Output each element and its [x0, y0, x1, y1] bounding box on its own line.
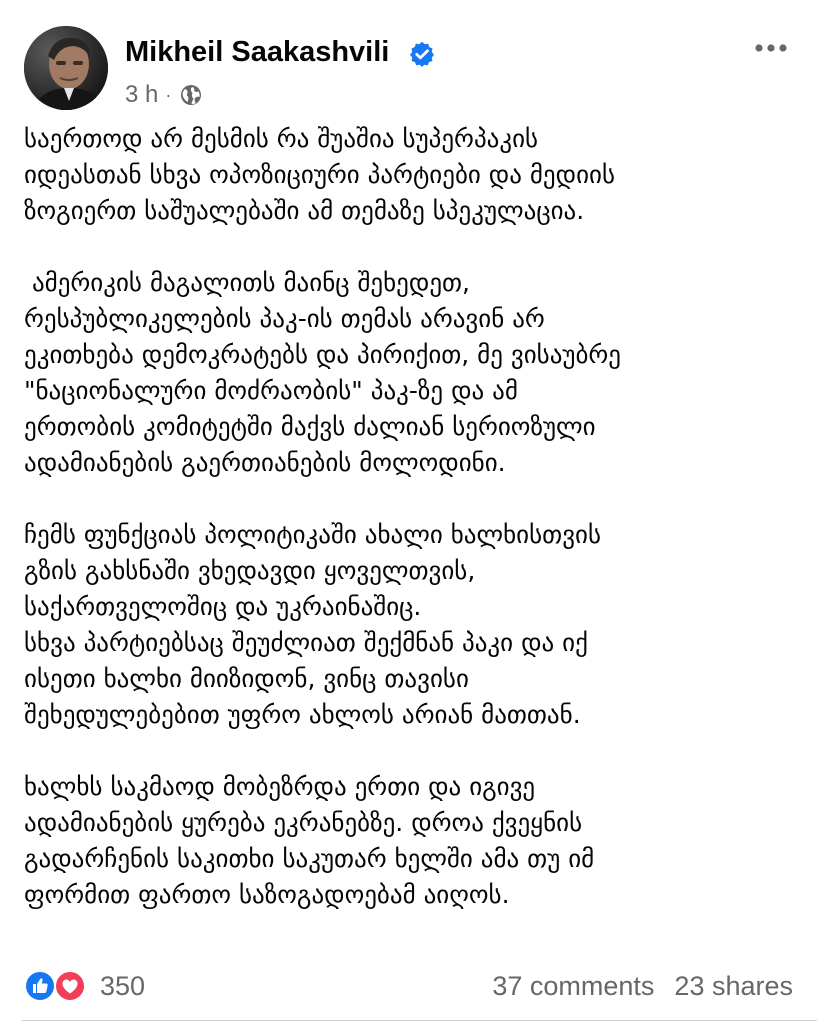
text-line: ეკითხება დემოკრატებს და პირიქით, მე ვისაუბრე — [24, 340, 621, 369]
text-line: ისეთი ხალხი მიიზიდონ, ვინც თავისი — [24, 664, 469, 693]
text-line: "ნაციონალური მოძრაობის" პაკ-ზე და ამ — [24, 376, 518, 405]
love-icon — [54, 970, 86, 1002]
text-line: ჩემს ფუნქციას პოლიტიკაში ახალი ხალხისთვის — [24, 520, 602, 549]
text-line: გზის გახსნაში ვხედავდი ყოველთვის, — [24, 556, 476, 585]
text-line: საქართველოშიც და უკრაინაშიც. — [24, 592, 422, 621]
globe-icon[interactable] — [179, 83, 203, 107]
text-line: გადარჩენის საკითხი საკუთარ ხელში ამა თუ იმ — [24, 844, 595, 873]
reactions-summary[interactable] — [22, 966, 145, 1006]
reaction-count: 350 — [100, 970, 146, 1001]
text-line: ადამიანების ყურება ეკრანებზე. დროა ქვეყნის — [24, 808, 583, 837]
text-line: ამერიკის მაგალითს მაინც შეხედეთ, — [24, 268, 470, 297]
like-icon — [24, 970, 56, 1002]
text-line: ხალხს საკმაოდ მობეზრდა ერთი და იგივე — [24, 772, 536, 801]
text-line: სხვა პარტიებსაც შეუძლიათ შექმნან პაკი და იქ — [24, 628, 588, 657]
text-line: ფორმით ფართო საზოგადოებამ აიღოს. — [24, 880, 510, 909]
avatar[interactable] — [24, 26, 108, 110]
text-line: საერთოდ არ მესმის რა შუაშია სუპერპაკის — [24, 124, 539, 153]
paragraph-gap — [24, 733, 804, 769]
post-text — [24, 121, 804, 913]
text-line: რესპუბლიკელების პაკ-ის თემას არავინ არ — [24, 304, 545, 333]
post-footer — [22, 966, 793, 1006]
engagement-counts — [492, 966, 793, 1006]
author-name[interactable]: Mikheil Saakashvili — [125, 36, 390, 68]
text-line: ერთობის კომიტეტში მაქვს ძალიან სერიოზული — [24, 412, 596, 441]
paragraph-gap — [24, 229, 804, 265]
text-line: ადამიანების გაერთიანების მოლოდინი. — [24, 448, 506, 477]
text-line: შეხედულებებით უფრო ახლოს არიან მათთან. — [24, 700, 581, 729]
meta-separator: · — [165, 84, 172, 105]
post-meta — [125, 80, 203, 110]
text-line: ზოგიერთ საშუალებაში ამ თემაზე სპეკულაცია. — [24, 196, 585, 225]
shares-count[interactable]: 23 shares — [674, 970, 793, 1001]
paragraph-gap — [24, 481, 804, 517]
post-time[interactable]: 3 h — [125, 81, 159, 108]
footer-divider — [22, 1020, 817, 1021]
post-header — [24, 24, 793, 114]
avatar-photo — [24, 26, 108, 110]
verified-badge-icon — [408, 40, 436, 68]
more-options-icon[interactable] — [753, 38, 789, 58]
reaction-icons — [22, 966, 94, 1006]
comments-count[interactable]: 37 comments — [492, 970, 655, 1001]
text-line: იდეასთან სხვა ოპოზიციური პარტიები და მედიის — [24, 160, 616, 189]
